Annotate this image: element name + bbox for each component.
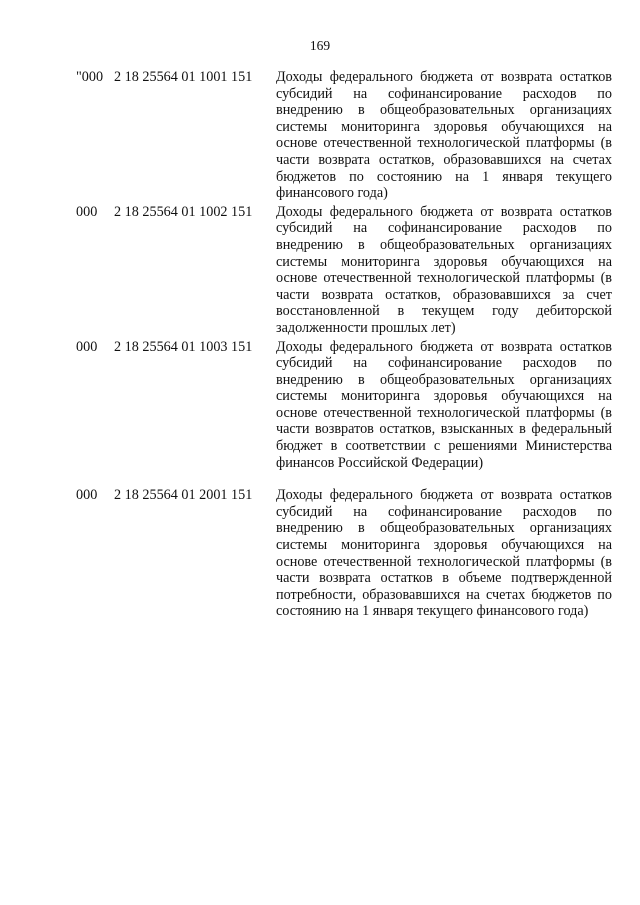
income-description: Доходы федерального бюджета от возврата остатков субсидий на софинансирование расходов по внедрению в общеобразовательных организациях системы мониторинга здоровья обучающихся на основе отечественной технологической платформы (в части возврата остатков, образовавшихся за счет восстановленной в текущем году дебиторской задолженности прошлых лет) [276, 203, 612, 336]
admin-code: "000 [76, 69, 104, 85]
admin-code: 000 [76, 338, 98, 355]
income-code: 2 18 25564 01 1002 151 [114, 203, 253, 220]
income-code: 2 18 25564 01 1001 151 [114, 69, 253, 85]
income-code: 2 18 25564 01 1003 151 [114, 338, 253, 355]
table-row [0, 339, 640, 472]
income-description: Доходы федерального бюджета от возврата остатков субсидий на софинансирование расходов по внедрению в общеобразовательных организациях системы мониторинга здоровья обучающихся на основе отечественной технологической платформы (в части возврата остатков в объеме подтвержденной потребности, образовавшихся на счетах бюджетов по состоянию на 1 января текущего финансового года) [276, 487, 612, 620]
income-description: Доходы федерального бюджета от возврата остатков субсидий на софинансирование расходов по внедрению в общеобразовательных организациях системы мониторинга здоровья обучающихся на основе отечественной технологической платформы (в части возвратов остатков, взысканных в федеральный бюджет в соответствии с решениями Министерства финансов Российской Федерации) [276, 338, 612, 471]
table-row [0, 487, 640, 620]
admin-code: 000 [76, 203, 98, 220]
budget-income-table [0, 69, 640, 620]
admin-code: 000 [76, 487, 98, 504]
table-row [0, 69, 640, 202]
table-row [0, 204, 640, 337]
page-number: 169 [309, 38, 331, 53]
income-code: 2 18 25564 01 2001 151 [114, 487, 253, 504]
income-description: Доходы федерального бюджета от возврата остатков субсидий на софинансирование расходов по внедрению в общеобразовательных организациях системы мониторинга здоровья обучающихся на основе отечественной технологической платформы (в части возврата остатков, образовавшихся на счетах бюджетов по состоянию на 1 января текущего финансового года) [276, 69, 612, 202]
